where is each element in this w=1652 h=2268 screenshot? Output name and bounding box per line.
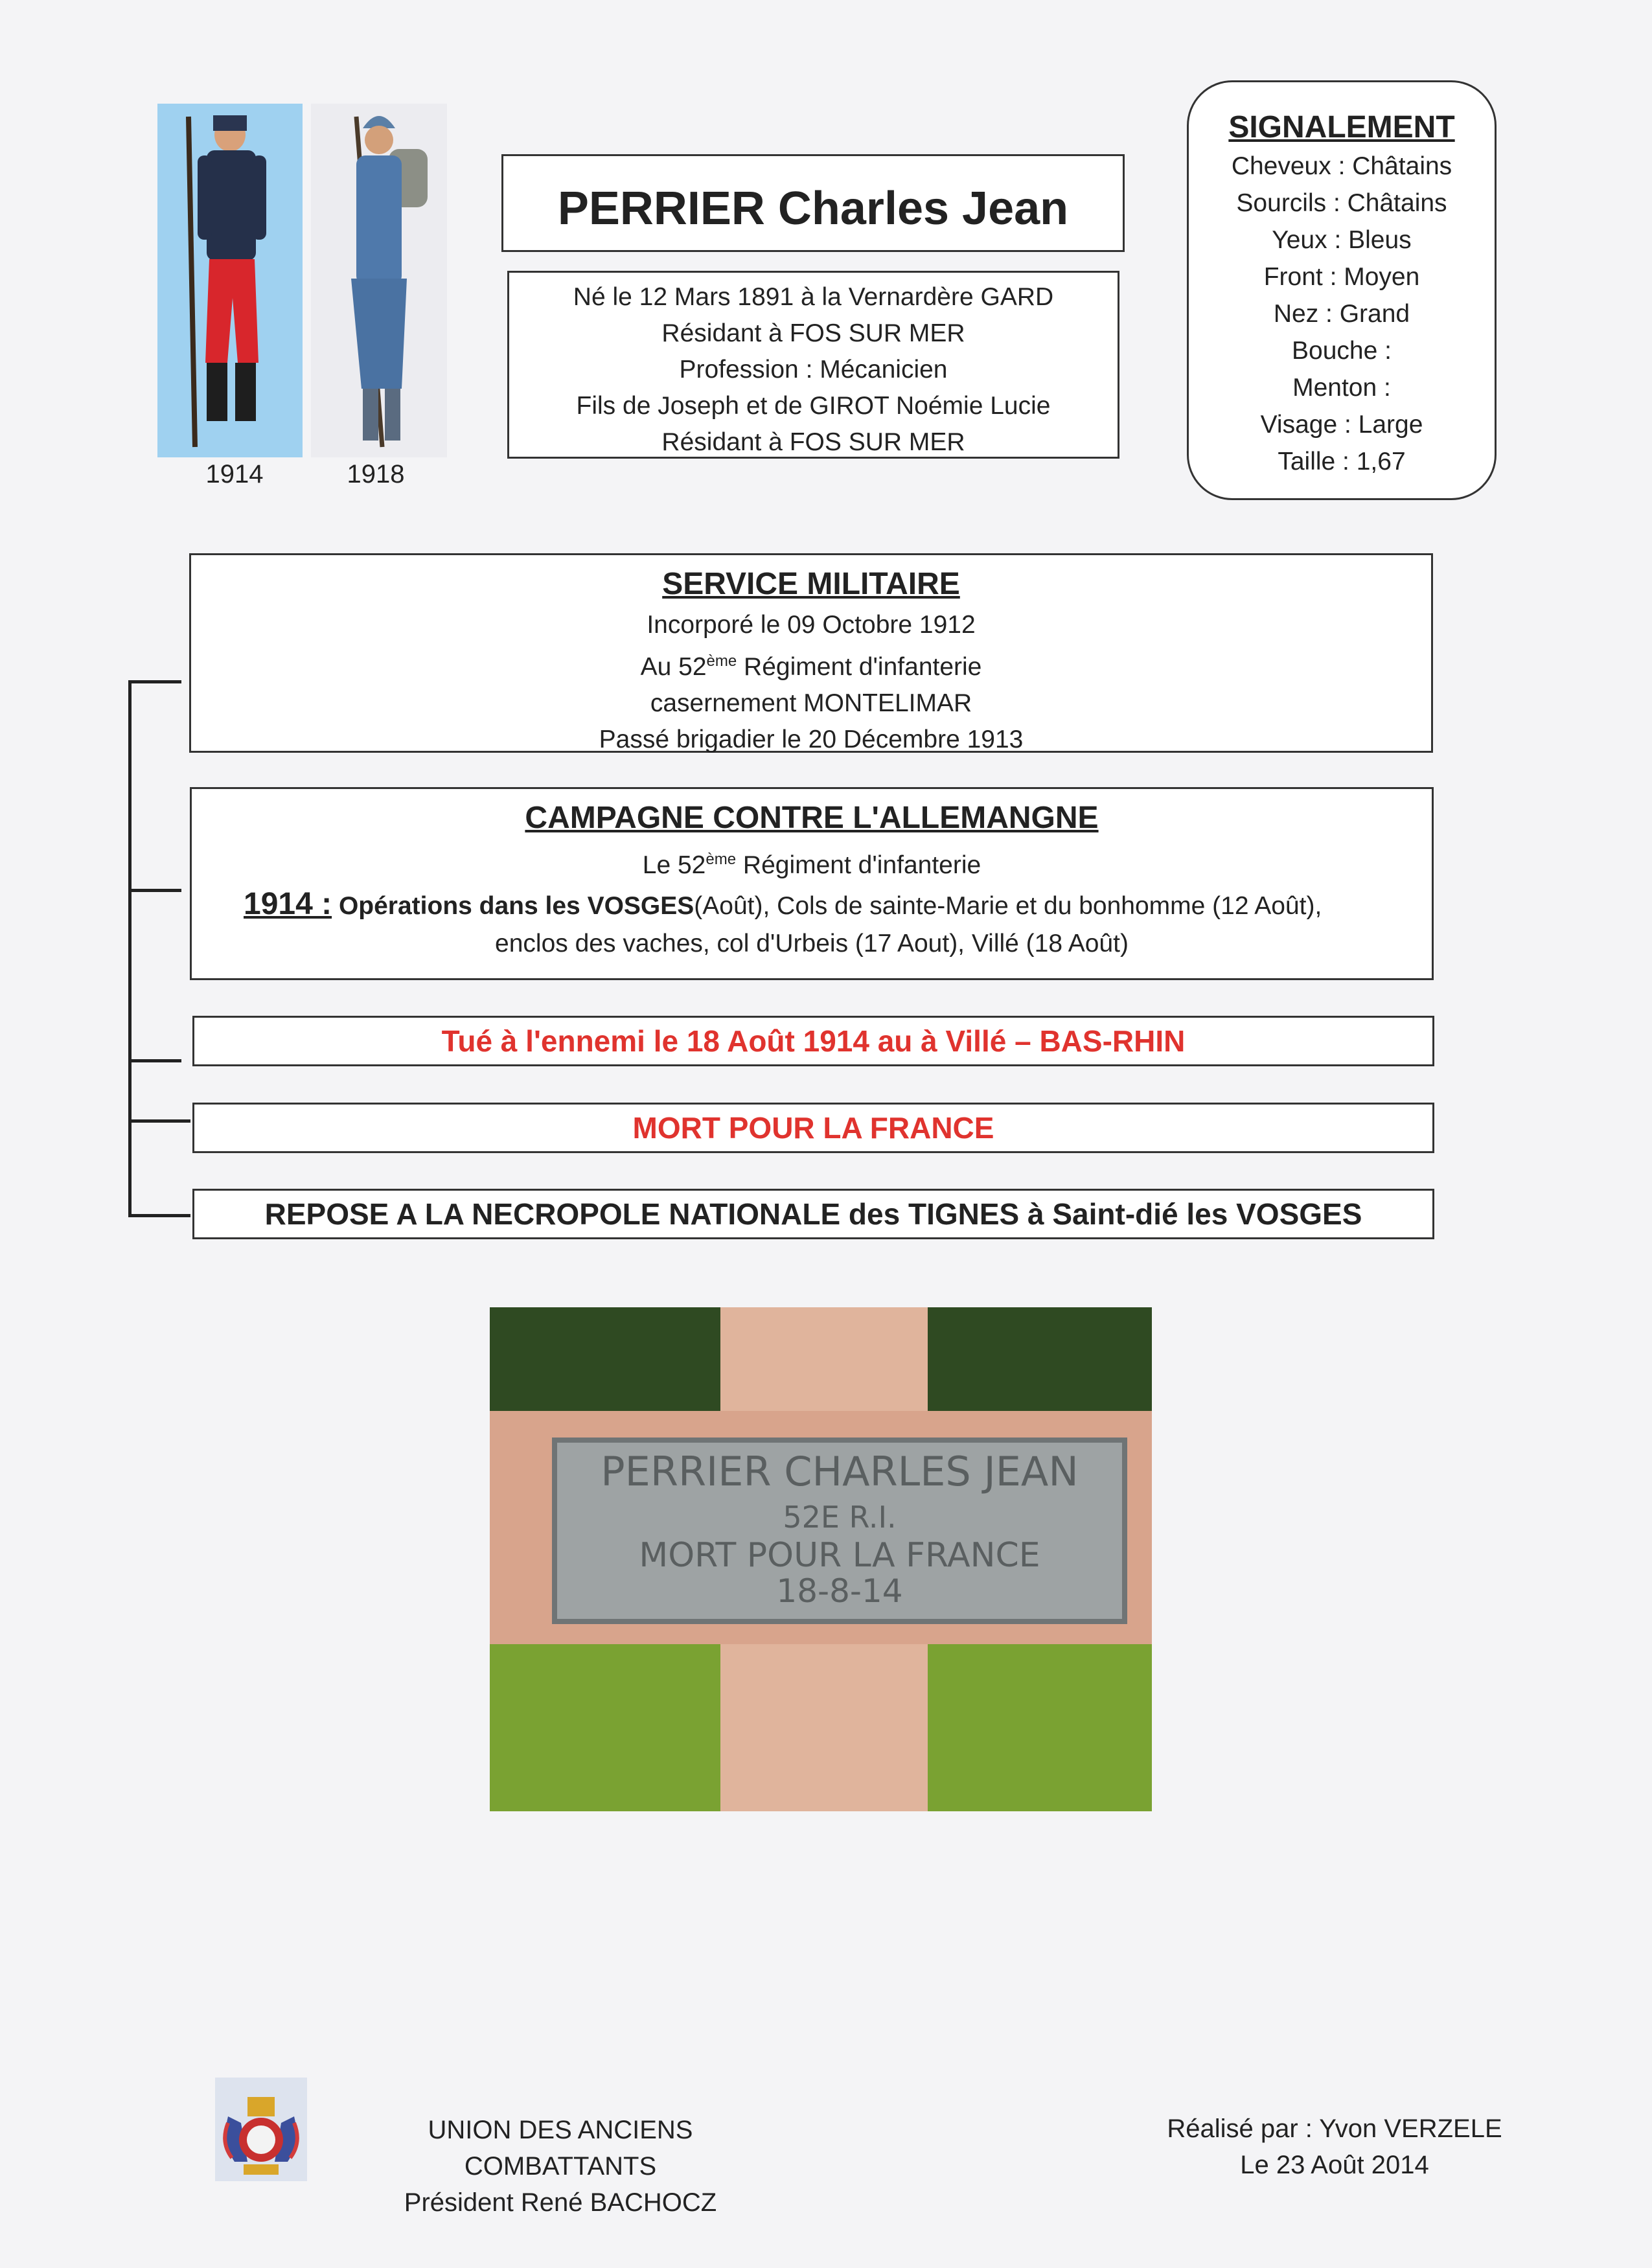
soldier-1914-image — [157, 104, 303, 457]
regiment-prefix: Au 52 — [640, 653, 707, 681]
plaque-line-2: 52E R.I. — [783, 1500, 897, 1535]
tree-connector-branch — [128, 1059, 181, 1062]
birth-info-box — [507, 271, 1119, 459]
campaign-regiment-suffix: Régiment d'infanterie — [736, 851, 981, 879]
repose-box: REPOSE A LA NECROPOLE NATIONALE des TIGNES à Saint-dié les VOSGES — [192, 1189, 1434, 1239]
service-title: SERVICE MILITAIRE — [662, 567, 960, 601]
author-name: Réalisé par : Yvon VERZELE — [1167, 2114, 1502, 2143]
tree-connector-branch — [128, 680, 181, 683]
campaign-box — [190, 787, 1434, 980]
author-info — [1160, 2111, 1509, 2183]
campaign-regiment-sup: ème — [706, 851, 737, 868]
signalement-item: Menton : — [1292, 374, 1391, 402]
union-info — [337, 2112, 784, 2221]
promotion-line: Passé brigadier le 20 Décembre 1913 — [599, 726, 1024, 753]
mort-pour-la-france-box: MORT POUR LA FRANCE — [192, 1103, 1434, 1153]
campaign-title: CAMPAGNE CONTRE L'ALLEMANGNE — [525, 801, 1099, 835]
grave-photo — [490, 1307, 1152, 1811]
union-president: Président René BACHOCZ — [404, 2188, 717, 2217]
name-box — [501, 154, 1125, 252]
residence-line-2: Résidant à FOS SUR MER — [661, 428, 965, 456]
service-box — [189, 553, 1433, 753]
signalement-item: Sourcils : Châtains — [1236, 189, 1447, 217]
author-date: Le 23 Août 2014 — [1240, 2151, 1429, 2179]
signalement-item: Front : Moyen — [1263, 263, 1420, 291]
tree-connector-branch — [128, 889, 181, 892]
tree-connector-branch — [128, 1119, 190, 1123]
plaque-line-3: MORT POUR LA FRANCE — [639, 1536, 1040, 1575]
union-name: UNION DES ANCIENS COMBATTANTS — [428, 2116, 693, 2181]
tree-connector-vertical — [128, 682, 132, 1215]
campaign-regiment-prefix: Le 52 — [642, 851, 706, 879]
signalement-item: Bouche : — [1292, 337, 1392, 365]
signalement-item: Taille : 1,67 — [1278, 448, 1406, 475]
parents-line: Fils de Joseph et de GIROT Noémie Lucie — [576, 392, 1051, 420]
tree-connector-branch — [128, 1214, 190, 1217]
year-label-1918: 1918 — [347, 460, 405, 488]
campaign-year: 1914 : — [244, 887, 332, 921]
campaign-regiment-line — [192, 841, 1432, 884]
signalement-title: SIGNALEMENT — [1228, 110, 1455, 144]
plaque-line-4: 18-8-14 — [776, 1572, 903, 1610]
incorporation-line: Incorporé le 09 Octobre 1912 — [647, 611, 976, 639]
union-crest-logo — [215, 2078, 307, 2181]
residence-line: Résidant à FOS SUR MER — [661, 319, 965, 347]
profession-line: Profession : Mécanicien — [679, 356, 948, 384]
signalement-item: Visage : Large — [1260, 411, 1423, 439]
barracks-line: casernement MONTELIMAR — [650, 689, 972, 717]
campaign-operations — [192, 886, 1432, 963]
operations-bold: Opérations dans les VOSGES — [338, 892, 694, 920]
operations-line-2: enclos des vaches, col d'Urbeis (17 Aout), Villé (18 Août) — [495, 930, 1129, 957]
signalement-item: Cheveux : Châtains — [1231, 152, 1452, 180]
plaque-line-1: PERRIER CHARLES JEAN — [601, 1448, 1079, 1495]
operations-rest: (Août), Cols de sainte-Marie et du bonhomme (12 Août), — [694, 892, 1322, 920]
year-label-1914: 1914 — [205, 460, 264, 488]
regiment-line — [191, 643, 1431, 685]
killed-box: Tué à l'ennemi le 18 Août 1914 au à Villé – BAS-RHIN — [192, 1016, 1434, 1066]
birth-line: Né le 12 Mars 1891 à la Vernardère GARD — [573, 283, 1054, 311]
signalement-item: Nez : Grand — [1273, 300, 1410, 328]
signalement-box — [1187, 80, 1497, 500]
regiment-suffix: Régiment d'infanterie — [737, 653, 982, 681]
regiment-sup: ème — [706, 652, 737, 670]
soldier-1918-image — [311, 104, 447, 457]
signalement-item: Yeux : Bleus — [1272, 226, 1412, 254]
person-name: PERRIER Charles Jean — [557, 183, 1069, 235]
